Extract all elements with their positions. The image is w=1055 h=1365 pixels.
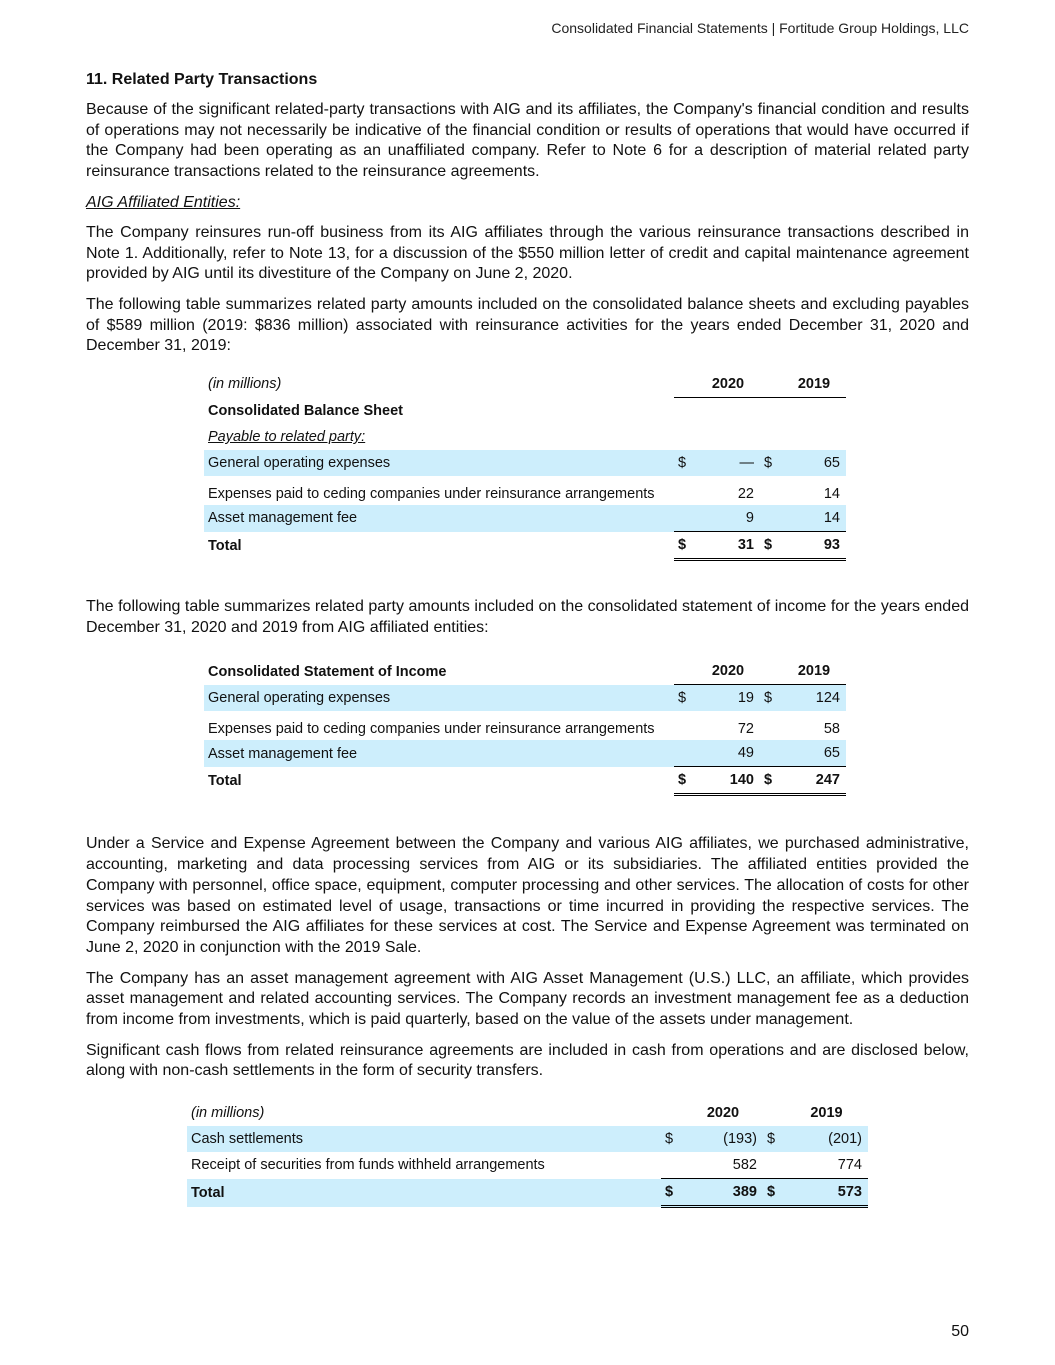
page-number: 50 (951, 1323, 969, 1340)
subheading-aig-affiliated: AIG Affiliated Entities: (86, 193, 241, 211)
paragraph-2: The Company reinsures run-off business from its AIG affiliates through the various reinsurance transactions described in Note 1. Additionally, refer to Note 13, for a discussion of the $550 million letter of credit and capital maintenance agreement provided by AIG until its divestiture of the Company on June 2, 2020. (86, 223, 969, 283)
table-row: General operating expenses $ 19 $ 124 (204, 685, 846, 712)
year-2020-header: 2020 (706, 1105, 740, 1122)
year-2019-header: 2019 (782, 658, 846, 685)
year-2019-header: 2019 (810, 1105, 843, 1122)
table-row: Receipt of securities from funds withheld arrangements 582 774 (187, 1152, 868, 1179)
cash-flow-table (187, 1100, 868, 1208)
page-header: Consolidated Financial Statements | Fortitude Group Holdings, LLC (551, 20, 969, 36)
year-2020-header: 2020 (696, 371, 760, 398)
table-row: Expenses paid to ceding companies under reinsurance arrangements 22 14 (208, 486, 840, 503)
section-label: Consolidated Statement of Income (208, 663, 447, 680)
table-row: General operating expenses $ — $ 65 (204, 450, 846, 476)
units-label: (in millions) (191, 1105, 265, 1122)
year-2019-header: 2019 (782, 371, 846, 398)
table-row: Asset management fee 49 65 (204, 740, 846, 767)
paragraph-5: Under a Service and Expense Agreement between the Company and various AIG affiliates, we purchased administrative, accounting, marketing and data processing services from AIG or its subsidiaries. The affiliated entities provided the Company with personnel, office space, equipment, computer processing and other services. The allocation of costs for other services was based on estimated level of usage, transactions or time incurred in providing the respective services. The Company reimbursed the AIG affiliates for these services at cost. The Service and Expense Agreement was terminated on June 2, 2020 in conjunction with the 2019 Sale. (86, 835, 969, 956)
paragraph-4: The following table summarizes related party amounts included on the consolidated statement of income for the years ended December 31, 2020 and 2019 from AIG affiliated entities: (86, 598, 969, 636)
total-row: Total $ 31 $ 93 (204, 532, 846, 560)
total-row: Total $ 389 $ 573 (187, 1179, 868, 1207)
document-body (86, 70, 969, 1208)
total-row: Total $ 140 $ 247 (204, 767, 846, 795)
table-row: Asset management fee 9 14 (204, 505, 846, 532)
income-statement-table (204, 658, 846, 796)
balance-sheet-table (204, 371, 846, 561)
paragraph-7: Significant cash flows from related reinsurance agreements are included in cash from operations and are disclosed below, along with non-cash settlements in the form of security transfers. (86, 1041, 969, 1080)
year-2020-header: 2020 (696, 658, 760, 685)
paragraph-1: Because of the significant related-party transactions with AIG and its affiliates, the Company's financial condition and results of operations may not necessarily be indicative of the financial condition or results of operations that would have occurred if the Company had been operating as an unaffiliated company. Refer to Note 6 for a description of material related party reinsurance transactions related to the reinsurance agreements. (86, 101, 969, 181)
table-row: Cash settlements $ (193) $ (201) (187, 1126, 868, 1152)
units-label: (in millions) (208, 376, 282, 393)
table-row: Expenses paid to ceding companies under reinsurance arrangements 72 58 (208, 721, 840, 738)
section-title: 11. Related Party Transactions (86, 71, 318, 88)
paragraph-6: The Company has an asset management agreement with AIG Asset Management (U.S.) LLC, an affiliate, which provides asset management and related accounting services. The Company records an investment management fee as a deduction from income from investments, which is paid quarterly, based on the value of the assets under management. (86, 969, 969, 1029)
subsection-label: Payable to related party: (208, 429, 366, 446)
section-label: Consolidated Balance Sheet (208, 402, 403, 419)
paragraph-3: The following table summarizes related party amounts included on the consolidated balance sheets and excluding payables of $589 million (2019: $836 million) associated with reinsurance activities for the years ended December 31, 2020 and December 31, 2019: (86, 295, 969, 355)
